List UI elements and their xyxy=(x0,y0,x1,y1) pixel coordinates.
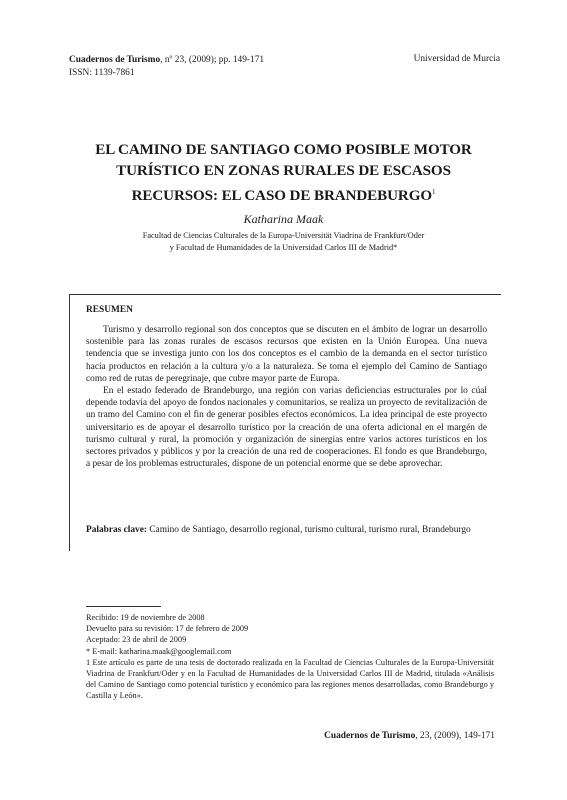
running-header xyxy=(69,54,264,79)
title-line-3-text: RECURSOS: EL CASO DE BRANDEBURGO xyxy=(131,188,432,205)
keywords xyxy=(86,524,487,537)
issue-pages: , nº 23, (2009); pp. 149-171 xyxy=(160,55,265,65)
affiliation-line-2: y Facultad de Humanidades de la Universidad Carlos III de Madrid* xyxy=(169,242,398,252)
article-title xyxy=(60,140,507,207)
journal-name: Cuadernos de Turismo xyxy=(69,55,161,65)
footnotes xyxy=(86,612,494,702)
author-affiliation xyxy=(60,230,507,253)
abstract-heading: RESUMEN xyxy=(86,305,133,315)
author-name: Katharina Maak xyxy=(243,212,324,226)
abstract-paragraph-1: Turismo y desarrollo regional son dos conceptos que se discuten en el ámbito de lograr un desarrollo sostenible para las zonas rurales de escasos recursos que existen en la Unión Europea. Una nueva tendencia que se investiga junto con los dos conceptos es el cambio de la demanda en el sector turístico hacía productos en relación a la cultura y/o a la naturaleza. Se toma el ejemplo del Camino de Santiago como red de rutas de peregrinaje, que cubre mayor parte de Europa. xyxy=(86,325,487,384)
footer-journal-name: Cuadernos de Turismo xyxy=(324,731,416,741)
footnote-divider xyxy=(86,606,161,607)
footnote-1: 1 Este artículo es parte de una tesis de doctorado realizada en la Facultad de Ciencias Culturales de la Europa-Universität Viadrina de Frankfurt/Oder y en la Facultad de Humanidades de la Universidad Carlos III de Madrid, titulada «Análisis del Camino de Santiago como potencial turístico y económico para las regiones menos desarrolladas, como Brandeburgo y Castilla y León». xyxy=(86,657,494,701)
journal-citation xyxy=(69,54,264,67)
author-email[interactable]: * E-mail: katharina.maak@googlemail.com xyxy=(86,646,232,656)
title-line-1: EL CAMINO DE SANTIAGO COMO POSIBLE MOTOR xyxy=(95,142,472,158)
keywords-label: Palabras clave: xyxy=(86,525,147,535)
title-line-2: TURÍSTICO EN ZONAS RURALES DE ESCASOS xyxy=(116,163,451,179)
title-line-3 xyxy=(60,182,507,207)
abstract-body xyxy=(86,324,487,470)
footer-citation: , 23, (2009), 149-171 xyxy=(415,731,495,741)
publisher: Universidad de Murcia xyxy=(413,54,500,64)
keywords-text: Camino de Santiago, desarrollo regional, turismo cultural, turismo rural, Brandeburgo xyxy=(146,525,471,535)
abstract-paragraph-2: En el estado federado de Brandeburgo, una región con varias deficiencias estructurales por lo cúal depende todavía del apoyo de fondos nacionales y comunitarios, se realiza un proyecto de revitalización de un tramo del Camino con el fin de generar posibles efectos económicos. La idea principal de este proyecto universitario es de apoyar el desarrollo turístico por la creación de una oferta adicional en el margén de turismo cultural y rural, la promoción y organización de sinergias entre varios actores turísticos en los sectores privados y públicos y por la creación de una red de cooperaciones. El fondo es que Brandeburgo, a pesar de los problemas estructurales, dispone de un potencial enorme que se debe aprovechar. xyxy=(86,386,487,470)
affiliation-line-1: Facultad de Ciencias Culturales de la Europa-Universität Viadrina de Frankfurt/Oder xyxy=(142,231,425,240)
issn: ISSN: 1139-7861 xyxy=(69,67,135,78)
title-footnote-mark[interactable]: 1 xyxy=(432,188,436,196)
received-date: Recibido: 19 de noviembre de 2008 xyxy=(86,613,205,622)
accepted-date: Aceptado: 23 de abril de 2009 xyxy=(86,635,187,645)
page-footer xyxy=(324,731,495,741)
revised-date: Devuelto para su revisión: 17 de febrero de 2009 xyxy=(86,624,249,634)
